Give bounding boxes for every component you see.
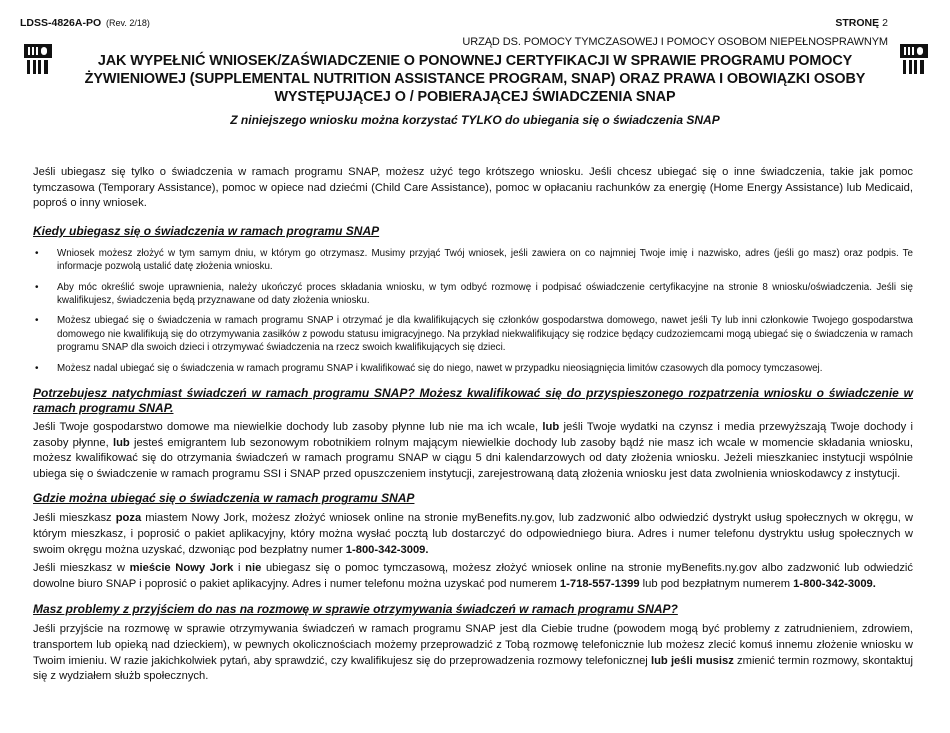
text-run-bold: poza (115, 512, 142, 525)
bullet-dot: • (35, 247, 39, 259)
form-number: LDSS-4826A-PO (20, 17, 102, 29)
bullet-list (33, 247, 913, 375)
form-id (20, 17, 150, 29)
document-body (33, 165, 913, 685)
list-item-text: Aby móc określić swoje uprawnienia, należy ukończyć proces składania wniosku, w tym odbyć rozmowę i podpisać oświadczenie certyfikacyjne na stronie 8 wniosku/oświadczenia. Jeśli się kwalifikujesz, świadczenia będą przyznawane od daty złożenia wniosku. (57, 281, 913, 306)
where-paragraph-outside-nyc (33, 511, 913, 558)
list-item (33, 281, 913, 308)
text-run: Jeśli mieszkasz (33, 512, 116, 525)
section-heading-expedited: Potrzebujesz natychmiast świadczeń w ramach programu SNAP? Możesz kwalifikować się do przyspieszonego rozpatrzenia wniosku o świadczenie w ramach programu SNAP. (33, 386, 913, 416)
text-run-bold: lub (542, 421, 560, 434)
list-item-text: Możesz ubiegać się o świadczenia w ramach programu SNAP i otrzymać je dla kwalifikujących się członków gospodarstwa domowego, nawet jeśli Ty lub inni członkowie Twojego gospodarstwa domowego nie kwalifikują się do otrzymywania zasiłków z powodu statusu imigracyjnego. Na przykład niekwalifikujący się rodzice będący cudzoziemcami mogą ubiegać się o świadczenia w ramach programu SNAP dla swoich dzieci i otrzymywać świadczenia na rzecz swoich kwalifikujących się dzieci. (57, 315, 913, 354)
text-run: jeśli Twoje wydatki na czynsz i media przewyższają Twoje dochody i zasoby płynne, (33, 421, 913, 449)
form-revision: (Rev. 2/18) (106, 18, 150, 28)
text-run: i (233, 562, 246, 575)
bullet-dot: • (35, 281, 39, 293)
text-run-bold: lub (112, 436, 130, 449)
list-item (33, 362, 913, 375)
bullet-dot: • (35, 362, 39, 374)
list-item-text: Wniosek możesz złożyć w tym samym dniu, w którym go otrzymasz. Musimy przyjąć Twój wniosek, jeśli zawiera on co najmniej Twoje imię i nazwisko, adres (jeśli go masz) oraz podpis. Te informacje pozwolą ustalić datę złożenia wniosku. (57, 247, 913, 273)
text-run: miastem Nowy Jork, możesz złożyć wniosek online na stronie myBenefits.ny.gov, lub zadzwonić albo odwiedzić dystrykt usług społecznych w okręgu, w którym mieszkasz, i poprosić o pakiet aplikacyjny, który można wysłać pocztą lub dostarczyć do odpowiedniego biura. Adres i numer telefonu dystryktu usług społecznych w swoim okręgu można uzyskać, dzwoniąc pod bezpłatny numer (33, 512, 913, 556)
expedited-paragraph (33, 420, 913, 482)
phone-number: 1-800-342-3009. (345, 543, 429, 556)
list-item (33, 314, 913, 354)
bullet-dot: • (35, 315, 39, 327)
text-run: lub pod bezpłatnym numerem (639, 577, 794, 590)
text-run: Jeśli Twoje gospodarstwo domowe ma niewielkie dochody lub zasoby płynne lub nie ma ich wcale, (33, 421, 543, 434)
text-run: jesteś emigrantem lub sezonowym robotnikiem rolnym mającym niewielkie dochody lub zasoby bądź nie masz ich wcale w momencie składania wniosku, możesz kwalifikować się do otrzymania świadczeń w ramach programu SNAP w ciągu 5 dni kalendarzowych od daty złożenia wniosku. Jeżeli mieszkaniec instytucji wspólnie ubiega się o świadczenie w ramach programu SSI i SNAP przed opuszczeniem instytucji, zarejestrowaną datą złożenia wniosku jest data zwolnienia wnioskodawcy z instytucji. (33, 436, 913, 480)
list-item-text: Możesz nadal ubiegać się o świadczenia w ramach programu SNAP i kwalifikować się do niego, nawet w przypadku nieosiągnięcia limitów czasowych dla pomocy tymczasowej. (57, 362, 823, 374)
intro-paragraph: Jeśli ubiegasz się tylko o świadczenia w ramach programu SNAP, możesz użyć tego krótszego wniosku. Jeśli chcesz ubiegać się o inne świadczenia, takie jak pomoc tymczasowa (Temporary Assistance), pomoc w opiece nad dziećmi (Child Care Assistance), pomoc w opłacaniu rachunków za energię (Home Energy Assistance) lub Medicaid, poproś o inny wniosek. (33, 166, 913, 210)
page-number-value: 2 (882, 17, 888, 29)
section-heading-where-to-apply: Gdzie można ubiegać się o świadczenia w ramach programu SNAP (33, 491, 415, 506)
text-run-bold: mieście Nowy Jork (129, 562, 234, 575)
list-item (33, 247, 913, 274)
snap-logo-icon (900, 44, 928, 74)
interview-paragraph (33, 622, 913, 684)
document-title: JAK WYPEŁNIĆ WNIOSEK/ZAŚWIADCZENIE O PONOWNEJ CERTYFIKACJI W SPRAWIE PROGRAMU POMOCY ŻYWIENIOWEJ (SUPPLEMENTAL NUTRITION ASSISTANCE PROGRAM, SNAP) ORAZ PRAWA I OBOWIĄZKI OSOBY WYSTĘPUJĄCEJ O / POBIERAJĄCEJ ŚWIADCZENIA SNAP (84, 53, 866, 105)
agency-name: URZĄD DS. POMOCY TYMCZASOWEJ I POMOCY OSOBOM NIEPEŁNOSPRAWNYM (462, 36, 888, 48)
section-heading-interview-problems: Masz problemy z przyjściem do nas na rozmowę w sprawie otrzymywania świadczeń w ramach programu SNAP? (33, 602, 678, 617)
text-run: ubiegasz się o pomoc tymczasową, możesz złożyć wniosek online na stronie myBenefits.ny.gov albo zadzwonić lub odwiedzić dowolne biuro SNAP i poprosić o pakiet aplikacyjny. Adres i numer telefonu można uzyskać pod numerem (33, 562, 913, 590)
text-run: Jeśli mieszkasz w (33, 562, 130, 575)
snap-logo-icon (24, 44, 52, 74)
phone-number: 1-800-342-3009. (793, 577, 876, 590)
text-run: zmienić termin rozmowy, skontaktuj się z wydziałem służb społecznych. (33, 654, 914, 683)
where-paragraph-nyc (33, 561, 913, 592)
text-run: Jeśli przyjście na rozmowę w sprawie otrzymywania świadczeń w ramach programu SNAP jest dla Ciebie trudne (powodem mogą być problemy z zatrudnieniem, zdrowiem, transportem lub opieką nad dzieckiem), w pewnych okolicznościach możemy przeprowadzić z Tobą rozmowę telefonicznie lub możesz zlecić komuś innemu złożenie wniosku w Twoim imieniu. W razie jakichkolwiek pytań, aby sprawdzić, czy kwalifikujesz się do przeprowadzenia rozmowy telefonicznej (33, 623, 913, 667)
phone-number: 1-718-557-1399 (559, 577, 640, 590)
document-subtitle: Z niniejszego wniosku można korzystać TYLKO do ubiegania się o świadczenia SNAP (230, 113, 720, 127)
section-heading-when-to-apply: Kiedy ubiegasz się o świadczenia w ramach programu SNAP (33, 223, 380, 238)
text-run-bold: lub jeśli musisz (650, 654, 734, 667)
page-label: STRONĘ (835, 17, 880, 29)
page-number (835, 17, 888, 29)
text-run-bold: nie (245, 562, 262, 575)
